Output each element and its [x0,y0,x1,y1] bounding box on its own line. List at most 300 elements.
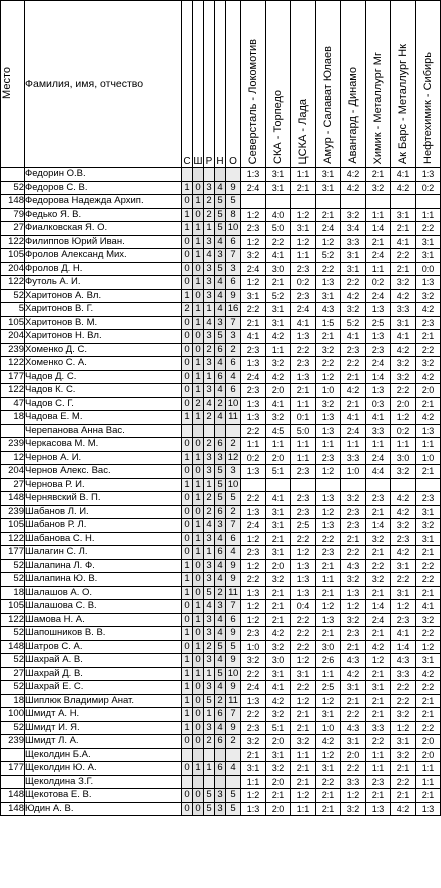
stat-cell: 5 [215,667,226,681]
score-cell: 4:2 [341,181,366,195]
stat-cell [193,424,204,438]
stat-cell: 3 [204,532,215,546]
stat-cell [204,168,215,182]
score-cell: 2:1 [366,546,391,560]
score-cell: 2:3 [291,465,316,479]
score-cell: 3:1 [366,681,391,695]
score-cell: 2:1 [366,708,391,722]
stat-cell: 2 [204,208,215,222]
score-cell: 3:2 [341,208,366,222]
name-cell: Чадов Д. С. [25,370,182,384]
stat-cell: 6 [215,708,226,722]
score-cell: 1:1 [291,249,316,263]
stat-cell: 4 [215,627,226,641]
score-cell: 0:2 [416,181,441,195]
place-cell: 122 [1,357,25,371]
score-cell: 3:1 [241,762,266,776]
name-cell: Шабанов Р. Л. [25,519,182,533]
score-cell: 1:0 [416,451,441,465]
score-cell: 2:1 [416,465,441,479]
place-cell: 52 [1,573,25,587]
score-cell: 1:2 [241,559,266,573]
score-cell: 2:2 [416,343,441,357]
name-cell: Чернов Алекс. Вас. [25,465,182,479]
score-cell: 2:2 [241,708,266,722]
stat-cell: 4 [215,303,226,317]
stat-cell: 4 [226,762,241,776]
score-cell: 0:1 [291,411,316,425]
score-cell: 2:0 [416,735,441,749]
table-row [1,222,441,236]
stat-cell: 2 [204,640,215,654]
stat-cell: 6 [226,235,241,249]
score-cell: 4:2 [391,505,416,519]
match-header-6 [366,1,391,168]
score-cell: 2:1 [241,316,266,330]
score-cell: 4:1 [391,330,416,344]
place-cell: 239 [1,505,25,519]
place-cell: 27 [1,478,25,492]
score-cell: 3:1 [341,681,366,695]
stat-cell: 2 [204,438,215,452]
table-row [1,735,441,749]
stat-cell [182,424,193,438]
stat-cell: 2 [204,735,215,749]
score-cell: 2:5 [291,519,316,533]
table-row [1,235,441,249]
score-cell: 1:1 [366,262,391,276]
place-cell: 239 [1,343,25,357]
table-row [1,775,441,789]
score-cell: 4:1 [341,330,366,344]
score-cell: 3:0 [391,451,416,465]
stat-cell: 0 [182,397,193,411]
score-cell: 2:2 [241,424,266,438]
score-cell: 1:1 [416,762,441,776]
score-cell: 1:3 [316,424,341,438]
score-cell: 3:2 [341,303,366,317]
stat-cell: 6 [215,505,226,519]
score-cell: 2:4 [366,357,391,371]
place-cell: 5 [1,303,25,317]
stat-cell: 5 [226,195,241,209]
score-cell: 1:3 [316,613,341,627]
name-cell: Харитонов В. Г. [25,303,182,317]
score-cell: 3:2 [341,573,366,587]
score-cell: 2:1 [391,762,416,776]
score-cell: 3:2 [391,465,416,479]
score-cell: 4:3 [391,654,416,668]
score-cell: 0:2 [391,424,416,438]
stat-cell [226,168,241,182]
score-cell: 1:1 [291,168,316,182]
score-cell: 2:3 [241,627,266,641]
score-cell: 4:2 [391,546,416,560]
stat-cell: 2 [193,397,204,411]
stat-cell: 1 [193,640,204,654]
score-cell: 3:1 [416,654,441,668]
score-cell: 1:3 [241,357,266,371]
table-row [1,802,441,816]
stat-cell: 0 [182,465,193,479]
score-cell: 2:2 [291,681,316,695]
score-cell: 3:2 [391,748,416,762]
score-cell [416,195,441,209]
score-cell [416,478,441,492]
score-cell: 2:2 [241,492,266,506]
stat-cell: 3 [204,451,215,465]
stat-cell: 1 [193,532,204,546]
score-cell: 3:2 [391,370,416,384]
stat-cell: 3 [204,559,215,573]
stat-cell: 1 [193,357,204,371]
stat-cell: 1 [193,546,204,560]
stat-cell: 2 [226,735,241,749]
score-cell: 2:2 [341,276,366,290]
score-cell: 4:1 [266,397,291,411]
score-cell: 2:1 [316,330,341,344]
score-cell: 1:1 [391,438,416,452]
place-cell: 122 [1,235,25,249]
score-cell: 2:1 [366,505,391,519]
stat-cell: 5 [215,222,226,236]
stat-cell [215,168,226,182]
score-cell: 4:3 [341,721,366,735]
score-cell: 2:1 [366,667,391,681]
stat-cell: 0 [182,249,193,263]
name-cell: Щеколдина З.Г. [25,775,182,789]
stat-header-n: Н [215,1,226,168]
stat-cell: 5 [226,789,241,803]
table-row [1,397,441,411]
table-row [1,505,441,519]
stat-cell [226,424,241,438]
stat-cell: 1 [193,303,204,317]
score-cell: 1:3 [316,492,341,506]
score-cell: 2:2 [341,762,366,776]
place-cell: 27 [1,222,25,236]
score-cell: 1:2 [391,721,416,735]
score-cell: 3:2 [341,492,366,506]
score-cell: 3:1 [266,505,291,519]
table-row [1,357,441,371]
score-cell: 1:2 [291,694,316,708]
score-cell: 2:2 [391,681,416,695]
score-cell: 2:2 [266,235,291,249]
table-row [1,289,441,303]
stat-cell: 1 [204,370,215,384]
stat-cell: 9 [226,654,241,668]
stat-cell: 1 [193,222,204,236]
stat-cell: 4 [226,370,241,384]
score-cell: 1:3 [316,276,341,290]
stat-cell: 1 [193,451,204,465]
score-cell: 2:1 [266,276,291,290]
stat-cell: 6 [215,438,226,452]
stat-cell: 4 [215,357,226,371]
score-cell [341,478,366,492]
score-cell: 3:2 [266,357,291,371]
score-cell: 2:3 [241,384,266,398]
score-cell: 2:2 [316,357,341,371]
score-cell: 2:3 [366,775,391,789]
score-cell: 1:1 [366,748,391,762]
stat-cell: 0 [193,735,204,749]
score-cell: 1:2 [241,600,266,614]
place-cell: 105 [1,519,25,533]
stat-cell: 1 [182,411,193,425]
stat-cell: 0 [182,235,193,249]
score-cell: 4:4 [366,465,391,479]
score-cell: 2:2 [341,708,366,722]
score-cell: 1:2 [341,600,366,614]
place-cell [1,424,25,438]
stat-cell: 0 [182,276,193,290]
score-cell: 2:1 [416,330,441,344]
table-row [1,559,441,573]
score-cell: 3:2 [316,343,341,357]
name-cell: Филиппов Юрий Иван. [25,235,182,249]
score-cell: 2:0 [266,802,291,816]
stat-cell: 5 [204,586,215,600]
score-cell: 1:3 [241,694,266,708]
score-cell: 1:3 [291,559,316,573]
name-cell: Чернявский В. П. [25,492,182,506]
table-row [1,276,441,290]
place-cell: 52 [1,559,25,573]
match-header-label: Нефтехимик - Сибирь [422,52,434,164]
stat-cell [226,775,241,789]
stat-cell: 6 [215,370,226,384]
score-cell: 2:0 [266,775,291,789]
score-cell: 1:1 [416,775,441,789]
score-cell: 2:3 [316,546,341,560]
score-cell: 1:3 [241,411,266,425]
stat-cell: 6 [226,276,241,290]
stat-cell: 10 [226,667,241,681]
name-cell: Чадова Е. М. [25,411,182,425]
place-cell: 27 [1,667,25,681]
stat-cell: 0 [182,640,193,654]
score-cell: 3:1 [266,748,291,762]
score-cell: 1:3 [241,397,266,411]
stat-cell [204,424,215,438]
score-cell: 1:1 [241,438,266,452]
stat-cell: 6 [226,384,241,398]
score-cell: 4:2 [341,667,366,681]
score-cell: 3:1 [391,559,416,573]
score-cell: 3:1 [291,222,316,236]
table-row [1,411,441,425]
score-cell: 4:1 [391,168,416,182]
score-cell: 2:1 [291,181,316,195]
stat-cell: 0 [193,289,204,303]
name-cell: Щеколдин Б.А. [25,748,182,762]
stat-cell: 1 [182,627,193,641]
score-cell: 3:2 [416,613,441,627]
name-cell: Шахрай Е. С. [25,681,182,695]
stat-cell: 2 [204,195,215,209]
score-cell: 0:0 [416,262,441,276]
score-cell: 3:0 [266,654,291,668]
table-row [1,600,441,614]
stat-cell: 5 [215,465,226,479]
stat-cell: 2 [204,505,215,519]
name-cell: Шалапина Л. Ф. [25,559,182,573]
score-cell: 2:1 [291,762,316,776]
score-cell: 2:2 [291,640,316,654]
place-cell: 18 [1,694,25,708]
stat-cell: 0 [193,654,204,668]
score-cell: 2:1 [341,370,366,384]
score-cell: 2:2 [416,681,441,695]
table-row [1,708,441,722]
place-cell: 204 [1,330,25,344]
score-cell: 3:1 [391,735,416,749]
score-cell: 4:2 [416,370,441,384]
score-cell: 2:2 [291,627,316,641]
score-cell: 3:1 [316,708,341,722]
stat-cell: 3 [215,316,226,330]
stat-cell [193,748,204,762]
score-cell: 4:2 [266,370,291,384]
match-header-8 [416,1,441,168]
place-cell: 204 [1,465,25,479]
score-cell: 4:2 [341,384,366,398]
stat-cell: 0 [182,384,193,398]
name-cell: Шалашова С. В. [25,600,182,614]
place-cell: 122 [1,276,25,290]
stat-cell: 1 [182,681,193,695]
score-cell: 2:1 [366,235,391,249]
stat-cell: 0 [182,330,193,344]
score-cell: 4:2 [366,640,391,654]
stat-cell: 4 [215,681,226,695]
score-cell: 3:2 [266,708,291,722]
place-cell: 239 [1,735,25,749]
score-cell: 3:2 [241,654,266,668]
score-cell: 2:2 [391,775,416,789]
score-cell: 2:1 [316,627,341,641]
name-cell: Чернова Р. И. [25,478,182,492]
name-cell: Шалапина Ю. В. [25,573,182,587]
score-cell: 1:2 [391,600,416,614]
name-cell: Федорин О.В. [25,168,182,182]
score-cell: 1:3 [366,330,391,344]
score-cell: 2:3 [391,532,416,546]
stat-cell: 9 [226,627,241,641]
place-cell: 100 [1,708,25,722]
stat-cell: 9 [226,559,241,573]
stat-cell: 1 [182,559,193,573]
name-cell: Фролов Д. Н. [25,262,182,276]
stat-cell: 2 [215,586,226,600]
score-cell [241,195,266,209]
score-cell: 1:3 [366,802,391,816]
table-row [1,762,441,776]
score-cell: 3:2 [341,802,366,816]
stat-cell: 0 [193,438,204,452]
score-cell: 1:1 [291,748,316,762]
score-cell: 0:2 [241,451,266,465]
score-cell: 1:4 [391,640,416,654]
score-cell: 2:2 [241,667,266,681]
score-cell: 5:0 [291,424,316,438]
stat-cell: 3 [226,465,241,479]
score-cell: 2:3 [291,492,316,506]
score-cell: 1:2 [316,600,341,614]
stat-cell: 3 [215,789,226,803]
score-cell: 2:1 [341,640,366,654]
score-cell: 1:3 [241,465,266,479]
stat-cell: 3 [204,181,215,195]
stat-cell: 1 [204,546,215,560]
score-cell: 2:3 [241,721,266,735]
score-cell: 2:3 [341,505,366,519]
table-row [1,195,441,209]
stat-cell: 5 [204,694,215,708]
stat-cell: 0 [182,762,193,776]
score-cell [291,195,316,209]
score-cell: 4:1 [416,600,441,614]
score-cell: 2:0 [341,748,366,762]
stat-cell: 0 [182,505,193,519]
stat-cell: 2 [226,505,241,519]
score-cell: 3:1 [266,181,291,195]
stat-cell [204,748,215,762]
score-cell: 1:3 [241,168,266,182]
score-cell: 3:1 [416,505,441,519]
place-cell: 239 [1,438,25,452]
score-cell: 0:2 [291,276,316,290]
score-cell: 3:3 [341,451,366,465]
stat-cell: 0 [193,330,204,344]
place-cell: 148 [1,802,25,816]
score-cell: 2:0 [266,384,291,398]
score-cell: 1:3 [291,370,316,384]
score-cell: 2:2 [366,559,391,573]
score-cell: 1:3 [416,802,441,816]
score-cell: 2:4 [241,262,266,276]
score-cell: 1:3 [241,802,266,816]
score-cell: 2:1 [366,168,391,182]
stat-cell: 1 [193,249,204,263]
score-cell: 2:1 [416,397,441,411]
stat-cell: 5 [215,208,226,222]
stat-cell: 3 [204,627,215,641]
stat-cell: 1 [182,694,193,708]
stat-cell [215,775,226,789]
score-cell: 1:1 [291,802,316,816]
table-row [1,303,441,317]
score-cell: 5:1 [266,721,291,735]
score-cell: 4:3 [316,303,341,317]
stat-cell: 0 [193,465,204,479]
score-cell: 3:1 [391,208,416,222]
stat-cell: 4 [215,289,226,303]
stat-cell: 5 [215,478,226,492]
score-cell: 3:1 [341,249,366,263]
score-cell: 1:2 [241,532,266,546]
score-cell: 5:2 [266,289,291,303]
score-cell: 2:0 [266,559,291,573]
stat-cell: 1 [193,600,204,614]
score-cell: 2:3 [366,492,391,506]
stat-cell: 4 [215,721,226,735]
place-cell: 177 [1,370,25,384]
stat-cell: 6 [215,343,226,357]
score-cell: 2:4 [366,451,391,465]
